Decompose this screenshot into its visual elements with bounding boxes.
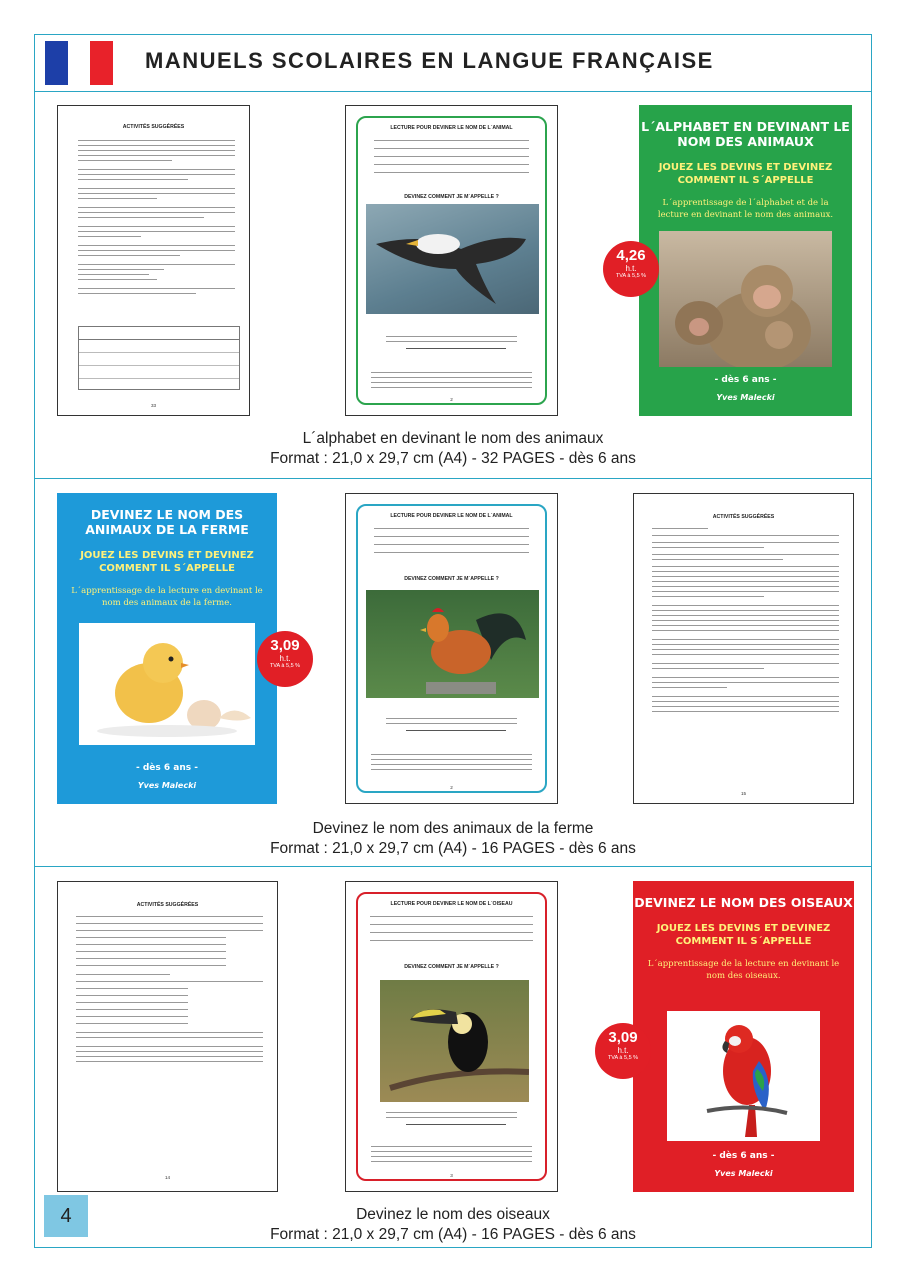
handwriting-line <box>406 348 506 349</box>
book-format: Format : 21,0 x 29,7 cm (A4) - 32 PAGES - dès 6 ans <box>270 450 636 467</box>
inner-page-preview[interactable] <box>345 881 558 1192</box>
price-value: 3,09 <box>270 637 300 654</box>
inner-question: DEVINEZ COMMENT JE M´APPELLE ? <box>404 576 499 582</box>
book-cover-alphabet[interactable] <box>639 105 852 416</box>
cover-title: DEVINEZ LE NOM DES ANIMAUX DE LA FERME <box>85 507 249 537</box>
inner-instruction-lines <box>386 1108 517 1122</box>
inner-instruction-lines <box>386 332 517 346</box>
activity-page-preview[interactable] <box>57 881 278 1192</box>
book-section-birds <box>35 867 871 1249</box>
inner-instruction-lines <box>386 714 517 728</box>
price-badge <box>595 1023 651 1079</box>
cover-tagline: L´apprentissage de l´alphabet et de la lecture en devinant le nom des animaux. <box>657 198 834 220</box>
cover-age: - dès 6 ans - <box>135 763 198 773</box>
cover-title: L´ALPHABET EN DEVINANT LE NOM DES ANIMAUX <box>641 119 850 149</box>
cover-age: - dès 6 ans - <box>712 1151 775 1161</box>
price-unit: h.t. <box>625 264 637 273</box>
inner-page-number: 2 <box>450 784 453 790</box>
inner-page-title: LECTURE POUR DEVINER LE NOM DE L´ANIMAL <box>390 125 513 131</box>
activity-title: ACTIVITÉS SUGGÉRÉES <box>122 124 185 130</box>
book-caption: Devinez le nom des animaux de la ferme <box>312 820 594 837</box>
book-caption: Devinez le nom des oiseaux <box>356 1206 550 1223</box>
activity-table <box>78 326 240 390</box>
cover-author: Yves Malecki <box>714 1169 773 1178</box>
cover-tagline: L´apprentissage de la lecture en devinant le nom des animaux de la ferme. <box>71 586 263 608</box>
monkey-photo <box>659 231 832 367</box>
inner-riddle-lines <box>374 136 529 177</box>
cover-age: - dès 6 ans - <box>714 375 777 385</box>
inner-page-title: LECTURE POUR DEVINER LE NOM DE L´OISEAU <box>390 901 513 907</box>
price-value: 3,09 <box>608 1029 638 1046</box>
cover-author: Yves Malecki <box>716 393 775 402</box>
parrot-photo <box>667 1011 820 1141</box>
page-title: MANUELS SCOLAIRES EN LANGUE FRANÇAISE <box>145 48 714 73</box>
cover-subtitle: JOUEZ LES DEVINS ET DEVINEZ COMMENT IL S´APPELLE <box>656 923 831 947</box>
price-badge <box>257 631 313 687</box>
inner-question: DEVINEZ COMMENT JE M´APPELLE ? <box>404 194 499 200</box>
price-unit: h.t. <box>617 1046 629 1055</box>
inner-question: DEVINEZ COMMENT JE M´APPELLE ? <box>404 964 499 970</box>
book-format: Format : 21,0 x 29,7 cm (A4) - 16 PAGES - dès 6 ans <box>270 840 636 857</box>
inner-riddle-lines <box>370 912 533 945</box>
french-flag <box>45 41 113 85</box>
rooster-photo <box>366 590 539 698</box>
activity-page-preview[interactable] <box>633 493 854 804</box>
catalog-frame <box>34 34 872 1248</box>
activity-page-preview[interactable] <box>57 105 250 416</box>
price-tva: TVA à 5,5 % <box>269 663 301 669</box>
activity-text-lines <box>78 136 235 298</box>
inner-page-preview[interactable] <box>345 105 558 416</box>
page-number: 4 <box>44 1195 88 1237</box>
book-caption: L´alphabet en devinant le nom des animaux <box>302 430 604 447</box>
activity-page-number: 33 <box>150 402 157 408</box>
price-tva: TVA à 5,5 % <box>615 273 647 279</box>
inner-exercise-lines <box>371 750 532 774</box>
activity-page-number: 15 <box>740 790 747 796</box>
albatross-photo <box>366 204 539 314</box>
inner-page-preview[interactable] <box>345 493 558 804</box>
chick-photo <box>79 623 255 745</box>
toucan-photo <box>380 980 529 1102</box>
activity-title: ACTIVITÉS SUGGÉRÉES <box>136 902 199 908</box>
activity-title: ACTIVITÉS SUGGÉRÉES <box>712 514 775 520</box>
handwriting-line <box>406 730 506 731</box>
cover-subtitle: JOUEZ LES DEVINS ET DEVINEZ COMMENT IL S´APPELLE <box>80 550 254 574</box>
book-cover-birds[interactable] <box>633 881 854 1192</box>
cover-author: Yves Malecki <box>137 781 197 790</box>
activity-text-lines <box>76 912 263 1066</box>
inner-exercise-lines <box>371 368 532 392</box>
handwriting-line <box>406 1124 506 1125</box>
inner-page-number: 3 <box>450 1172 453 1178</box>
page-header <box>35 35 871 92</box>
cover-tagline: L´apprentissage de la lecture en devinant le nom des oiseaux. <box>647 959 840 981</box>
price-badge <box>603 241 659 297</box>
book-section-farm <box>35 479 871 867</box>
activity-page-number: 14 <box>164 1174 171 1180</box>
price-unit: h.t. <box>279 654 291 663</box>
inner-riddle-lines <box>374 524 529 557</box>
cover-title: DEVINEZ LE NOM DES OISEAUX <box>634 895 853 910</box>
book-section-alphabet <box>35 91 871 479</box>
price-value: 4,26 <box>616 247 646 264</box>
price-tva: TVA à 5,5 % <box>607 1055 639 1061</box>
inner-page-number: 2 <box>450 396 453 402</box>
book-format: Format : 21,0 x 29,7 cm (A4) - 16 PAGES - dès 6 ans <box>270 1226 636 1243</box>
book-cover-farm[interactable] <box>57 493 277 804</box>
inner-page-title: LECTURE POUR DEVINER LE NOM DE L´ANIMAL <box>390 513 513 519</box>
cover-subtitle: JOUEZ LES DEVINS ET DEVINEZ COMMENT IL S´APPELLE <box>658 162 833 186</box>
activity-text-lines <box>652 524 839 716</box>
inner-exercise-lines <box>371 1142 532 1166</box>
